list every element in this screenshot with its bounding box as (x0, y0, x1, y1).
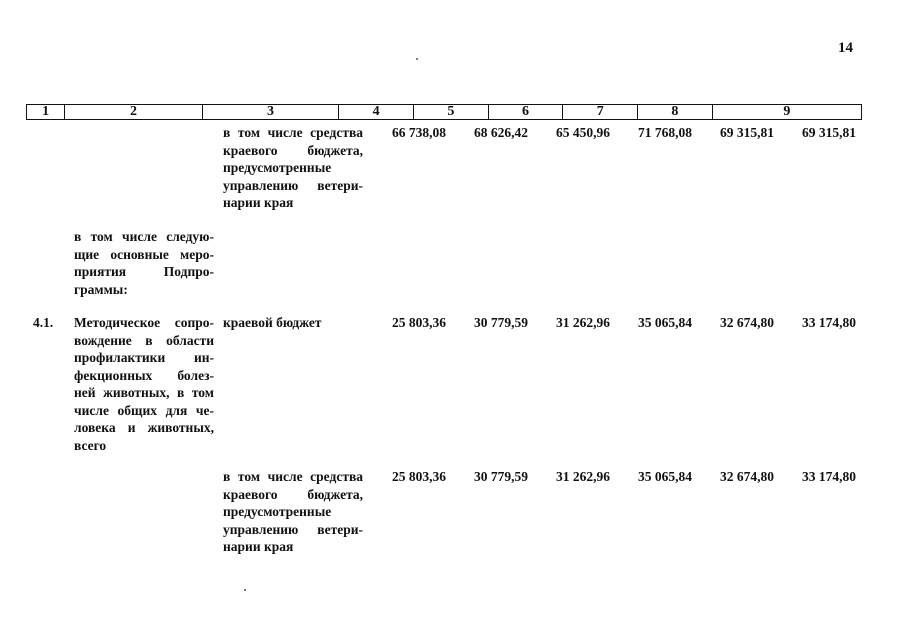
text-line: фекционных болез- (74, 367, 214, 383)
text-line: ловека и животных, (74, 420, 214, 435)
text-line: всего (74, 437, 107, 453)
text-line: предусмотренные (223, 160, 332, 175)
header-cell-8: 8 (638, 105, 713, 119)
header-cell-1: 1 (27, 105, 65, 119)
text-line: краевого бюджета, (223, 142, 363, 158)
text-line: управлению ветери- (223, 177, 363, 193)
text-line: нарии края (223, 195, 294, 210)
text-line: в том числе средства (223, 125, 363, 140)
text-line: вождение в области (74, 332, 214, 348)
value-cell: 65 450,96 (556, 125, 610, 140)
text-line: управлению ветери- (223, 521, 363, 537)
section-heading (74, 228, 214, 298)
text-line: нарии края (223, 539, 294, 554)
value-cell: 25 803,36 (392, 469, 446, 484)
header-cell-5: 5 (414, 105, 489, 119)
header-cell-7: 7 (563, 105, 638, 119)
activity-name (74, 314, 214, 454)
header-cell-6: 6 (489, 105, 564, 119)
value-cell: 31 262,96 (556, 469, 610, 484)
value-cell: 69 315,81 (802, 125, 856, 140)
text-line: щие основные меро- (74, 246, 214, 262)
text-line: граммы: (74, 281, 128, 297)
text-line: в том числе средства (223, 469, 363, 484)
value-cell: 35 065,84 (638, 469, 692, 484)
text-line: приятия Подпро- (74, 264, 214, 279)
text-line: ней животных, в том (74, 385, 214, 400)
row-description: краевой бюджет (223, 315, 322, 330)
header-cell-2: 2 (65, 105, 202, 119)
table-header-row (26, 104, 862, 120)
scan-speck (416, 58, 418, 60)
row-description (223, 468, 363, 556)
value-cell: 69 315,81 (720, 125, 774, 140)
value-cell: 66 738,08 (392, 125, 446, 140)
header-cell-3: 3 (203, 105, 340, 119)
value-cell: 32 674,80 (720, 315, 774, 330)
scan-speck (244, 589, 246, 591)
value-cell: 30 779,59 (474, 315, 528, 330)
text-line: Методическое сопро- (74, 315, 214, 330)
value-cell: 71 768,08 (638, 125, 692, 140)
value-cell: 33 174,80 (802, 469, 856, 484)
value-cell: 32 674,80 (720, 469, 774, 484)
header-cell-4: 4 (339, 105, 414, 119)
text-line: профилактики ин- (74, 350, 214, 365)
page-number: 14 (838, 40, 853, 56)
value-cell: 35 065,84 (638, 315, 692, 330)
text-line: предусмотренные (223, 504, 332, 519)
text-line: числе общих для че- (74, 402, 214, 418)
value-cell: 30 779,59 (474, 469, 528, 484)
value-cell: 25 803,36 (392, 315, 446, 330)
value-cell: 33 174,80 (802, 315, 856, 330)
value-cell: 31 262,96 (556, 315, 610, 330)
text-line: краевого бюджета, (223, 486, 363, 502)
row-description (223, 124, 363, 212)
header-cell-9: 9 (783, 104, 791, 119)
text-line: в том числе следую- (74, 229, 214, 244)
row-number: 4.1. (33, 315, 54, 330)
value-cell: 68 626,42 (474, 125, 528, 140)
